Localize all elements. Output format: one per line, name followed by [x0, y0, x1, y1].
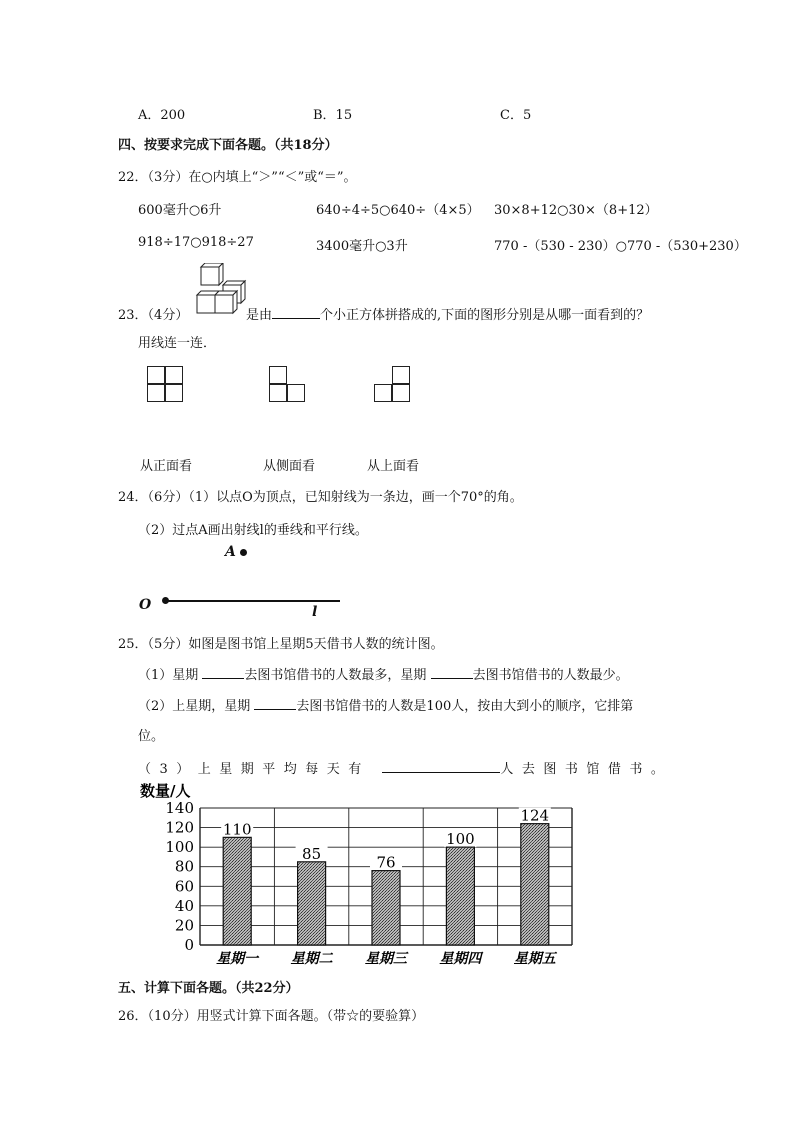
q22-item-5: 3400毫升○3升	[316, 239, 408, 254]
y-tick-label: 0	[184, 936, 194, 954]
q25-line4: 位。	[138, 729, 165, 744]
q22-item-3: 30×8+12○30×（8+12）	[494, 203, 658, 218]
answer-blank-average[interactable]	[382, 760, 500, 773]
q25-line3-a: （2）上星期，星期	[138, 699, 251, 714]
point-o-label: O	[139, 597, 152, 613]
q25-line2-a: （1）星期	[138, 668, 199, 683]
bar	[446, 847, 474, 945]
q22-title: 22．（3分）在○内填上“＞”“＜”或“＝”。	[118, 170, 357, 185]
y-tick-label: 60	[174, 877, 194, 896]
answer-blank-least[interactable]	[431, 666, 473, 679]
view-2x2-grid	[147, 366, 185, 404]
y-tick-label: 20	[174, 916, 194, 935]
q22-item-6: 770 -（530 - 230）○770 -（530+230）	[494, 239, 747, 254]
x-category-label: 星期四	[439, 951, 482, 967]
bar-value-label: 85	[302, 844, 322, 863]
q24-line1: 24．（6分）（1）以点O为顶点，已知射线为一条边，画一个70°的角。	[118, 490, 523, 505]
label-side-view: 从侧面看	[263, 459, 316, 474]
x-category-label: 星期二	[290, 951, 333, 967]
x-category-label: 星期三	[365, 951, 407, 967]
q25-line2	[138, 664, 629, 683]
q25-line3-b: 去图书馆借书的人数是100人，按由大到小的顺序，它排第	[296, 699, 634, 714]
chart-ylabel: 数量/人	[140, 782, 191, 800]
cube-stack-figure	[193, 263, 247, 319]
q25-line2-c: 去图书馆借书的人数最少。	[472, 668, 629, 683]
bar-value-label: 110	[222, 820, 252, 839]
x-category-label: 星期五	[513, 951, 556, 967]
q24-line2: （2）过点A画出射线l的垂线和平行线。	[138, 523, 368, 538]
option-b: B．15	[313, 108, 353, 123]
q25-line1: 25．（5分）如图是图书馆上星期5天借书人数的统计图。	[118, 637, 444, 652]
view-l-shape	[269, 366, 307, 404]
q22-item-4: 918÷17○918÷27	[138, 235, 254, 250]
bar	[372, 871, 400, 945]
q25-line5-a: （3）上星期平均每天有	[138, 762, 370, 777]
answer-blank-day[interactable]	[254, 697, 296, 710]
bar-value-label: 76	[376, 853, 396, 872]
label-top-view: 从上面看	[367, 459, 420, 474]
view-reverse-l-shape	[374, 366, 412, 404]
borrowing-bar-chart	[130, 780, 590, 970]
label-front-view: 从正面看	[140, 459, 193, 474]
ray-l	[166, 600, 340, 602]
q23-prefix: 23．（4分）	[118, 308, 189, 323]
y-tick-label: 100	[165, 838, 194, 857]
q23-text-a: 是由	[246, 308, 273, 323]
bar-value-label: 100	[446, 830, 475, 849]
section-5-heading: 五、计算下面各题。（共22分）	[118, 981, 299, 996]
y-tick-label: 140	[165, 799, 194, 817]
chart-x-labels	[216, 951, 558, 967]
q25-line2-b: 去图书馆借书的人数最多，星期	[244, 668, 427, 683]
q23-line2: 用线连一连．	[138, 336, 217, 351]
q23-text-b: 个小正方体拼搭成的,下面的图形分别是从哪一面看到的？	[320, 308, 650, 323]
y-tick-label: 120	[165, 818, 194, 837]
option-c: C．5	[500, 108, 532, 123]
y-tick-label: 80	[174, 857, 194, 876]
ray-l-label: l	[312, 604, 318, 620]
q25-line3	[138, 695, 633, 714]
option-a: A．200	[138, 108, 186, 123]
answer-blank-most[interactable]	[202, 666, 244, 679]
section-4-heading: 四、按要求完成下面各题。（共18分）	[118, 138, 338, 153]
bar-value-label: 124	[520, 806, 550, 825]
q26-text: 26．（10分）用竖式计算下面各题。（带☆的要验算）	[118, 1009, 425, 1024]
chart-y-ticks	[165, 799, 194, 954]
q22-item-2: 640÷4÷5○640÷（4×5）	[316, 203, 480, 218]
y-tick-label: 40	[174, 896, 194, 915]
q25-line5	[138, 758, 672, 777]
point-a-dot	[240, 549, 247, 556]
bar	[521, 824, 549, 945]
point-a-label: A	[225, 544, 236, 560]
q25-line5-b: 人去图书馆借书。	[500, 762, 673, 777]
bar	[223, 837, 251, 945]
q22-item-1: 600毫升○6升	[138, 203, 222, 218]
q23-text	[246, 304, 649, 323]
answer-blank[interactable]	[272, 306, 320, 319]
bar	[298, 862, 326, 945]
x-category-label: 星期一	[216, 951, 259, 967]
